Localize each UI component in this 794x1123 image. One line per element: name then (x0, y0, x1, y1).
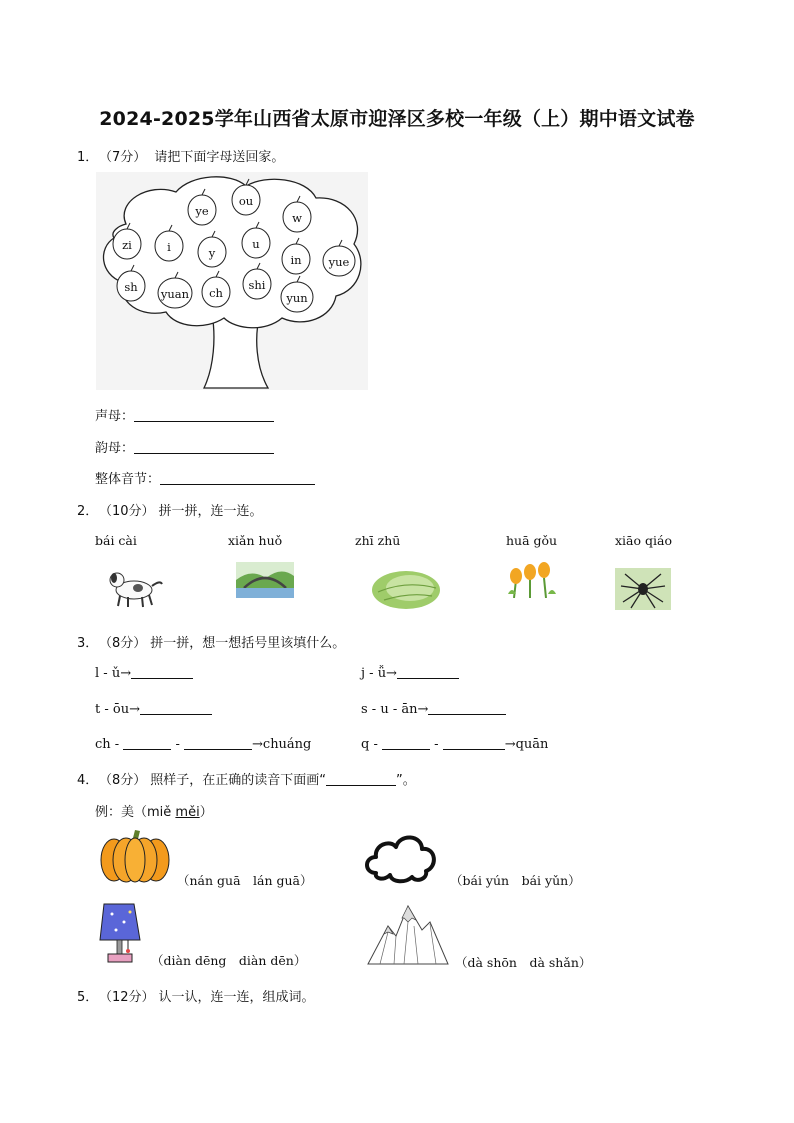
apple-label: shi (248, 278, 266, 292)
answer-blank[interactable] (184, 737, 252, 750)
spelling-prompt: t - ōu→ (95, 702, 140, 717)
apple-label: yun (286, 291, 308, 305)
question-points: （10分） (99, 504, 155, 519)
question-number: 3． (77, 636, 99, 651)
pumpkin-image (100, 828, 170, 884)
answer-label: 声母： (95, 409, 135, 424)
answer-line-consonants (95, 405, 274, 424)
question-number: 2． (77, 504, 99, 519)
mountain-image (366, 900, 450, 966)
pronunciation-options[interactable]: （diàn dēng diàn dēn） (151, 953, 307, 968)
question-number: 5． (77, 990, 99, 1005)
question-number: 1． (77, 150, 99, 165)
apple-label: sh (124, 280, 138, 294)
question-text: 请把下面字母送回家。 (154, 150, 285, 165)
apple-label: in (290, 253, 302, 267)
spelling-item (361, 666, 459, 681)
spelling-prompt: - (434, 737, 439, 752)
apple-tree-figure (96, 172, 368, 390)
answer-blank[interactable] (160, 472, 315, 485)
apple-label: ye (195, 204, 209, 218)
answer-line-vowels (95, 437, 274, 456)
question-text: 照样子，在正确的读音下面画“ (150, 773, 327, 788)
spelling-prompt: →chuáng (252, 737, 312, 752)
apple-label: i (167, 240, 171, 254)
dog-image[interactable] (104, 566, 166, 610)
pronunciation-options[interactable]: （bái yún bái yǔn） (450, 873, 581, 888)
spelling-prompt: →quān (504, 737, 549, 752)
apple-label: zi (122, 238, 132, 252)
example-underlined: měi (175, 805, 200, 820)
spelling-prompt: j - ǚ→ (361, 666, 397, 681)
pinyin-word: xiāo qiáo (615, 533, 672, 548)
answer-blank[interactable] (382, 737, 430, 750)
answer-blank[interactable] (123, 737, 171, 750)
answer-blank[interactable] (131, 666, 193, 679)
spelling-item (95, 737, 311, 752)
question-number: 4． (77, 773, 99, 788)
pronunciation-options[interactable]: （nán guā lán guā） (177, 873, 313, 888)
flowers-image[interactable] (506, 560, 556, 598)
apple-label: yuan (160, 287, 190, 301)
page-title: 2024-2025学年山西省太原市迎泽区多校一年级（上）期中语文试卷 (99, 108, 695, 130)
example-text: 例：美（miě (95, 805, 176, 820)
example-text: ） (199, 805, 213, 820)
question-points: （12分） (99, 990, 155, 1005)
apple-label: w (292, 211, 302, 225)
question-5-header (77, 986, 315, 1005)
pinyin-word: huā gǒu (506, 533, 558, 548)
answer-blank[interactable] (134, 409, 274, 422)
spelling-item (95, 702, 212, 717)
answer-label: 整体音节： (95, 472, 161, 487)
question-text: 拼一拼，连一连。 (158, 504, 263, 519)
bridge-image[interactable] (236, 562, 294, 598)
question-3-header (77, 632, 345, 651)
answer-blank[interactable] (134, 441, 274, 454)
question-2-header (77, 500, 263, 519)
question-text: 认一认，连一连，组成词。 (158, 990, 315, 1005)
question-points: （8分） (99, 773, 147, 788)
lamp-image (98, 900, 142, 964)
underline-sample (326, 773, 396, 786)
answer-blank[interactable] (397, 666, 459, 679)
question-text: 拼一拼，想一想括号里该填什么。 (150, 636, 346, 651)
answer-line-whole-syllables (95, 468, 315, 487)
pronunciation-options[interactable]: （dà shōn dà shǎn） (455, 955, 592, 970)
answer-label: 韵母： (95, 441, 135, 456)
question-points: （7分） (99, 150, 147, 165)
apple-label: ch (209, 286, 223, 300)
pinyin-word: xiǎn huǒ (228, 533, 283, 548)
apple-label: u (252, 237, 260, 251)
spelling-prompt: - (175, 737, 180, 752)
spelling-prompt: l - ǔ→ (95, 666, 132, 681)
spider-image[interactable] (615, 568, 671, 610)
apple-label: yue (328, 255, 350, 269)
pinyin-word: zhī zhū (355, 533, 401, 548)
apple-label: y (208, 246, 216, 260)
apple-label: ou (238, 194, 254, 208)
spelling-item (361, 702, 506, 717)
apple-tree-illustration (96, 172, 368, 390)
spelling-item (95, 666, 193, 681)
question-1-header (77, 146, 284, 165)
spelling-item (361, 737, 548, 752)
answer-blank[interactable] (443, 737, 505, 750)
example-line (95, 801, 213, 820)
question-points: （8分） (99, 636, 147, 651)
question-text: ”。 (396, 773, 416, 788)
spelling-prompt: s - u - ān→ (361, 702, 429, 717)
spelling-prompt: ch - (95, 737, 120, 752)
cloud-image (362, 829, 440, 885)
question-4-header (77, 769, 416, 788)
answer-blank[interactable] (140, 702, 212, 715)
pinyin-word: bái cài (95, 533, 137, 548)
cabbage-image[interactable] (370, 566, 442, 612)
answer-blank[interactable] (428, 702, 506, 715)
spelling-prompt: q - (361, 737, 378, 752)
